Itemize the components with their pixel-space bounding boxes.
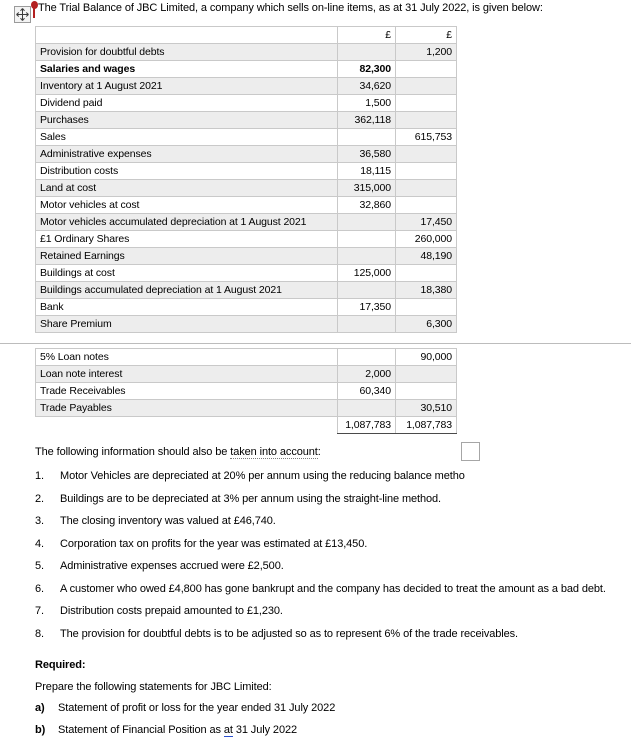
trial-balance-body-part2: [36, 349, 457, 417]
table-row: [36, 78, 457, 95]
row-label: Land at cost: [36, 180, 338, 197]
note-item: [35, 628, 625, 641]
notes-list: [35, 470, 625, 650]
row-label: Trade Receivables: [36, 383, 338, 400]
row-debit: [338, 44, 396, 61]
row-label: Bank: [36, 299, 338, 316]
empty-checkbox[interactable]: [461, 442, 480, 461]
notes-lead-prefix: The following information should also be: [35, 446, 231, 458]
row-label: Distribution costs: [36, 163, 338, 180]
row-debit: [338, 400, 396, 417]
table-row: [36, 163, 457, 180]
table-move-handle-icon[interactable]: [14, 6, 31, 23]
row-debit: 82,300: [338, 61, 396, 78]
row-debit: [338, 129, 396, 146]
required-item-a-label: a): [35, 702, 45, 714]
row-credit: [396, 366, 457, 383]
note-item: [35, 560, 625, 573]
row-credit: [396, 61, 457, 78]
row-label: Provision for doubtful debts: [36, 44, 338, 61]
row-credit: [396, 180, 457, 197]
table-row: [36, 316, 457, 333]
required-items: [35, 702, 595, 746]
table-row: [36, 248, 457, 265]
note-number: 7.: [35, 605, 44, 617]
row-credit: [396, 112, 457, 129]
required-item-b-suffix: 31 July 2022: [232, 724, 297, 736]
row-debit: [338, 248, 396, 265]
table-row: [36, 400, 457, 417]
note-text: The provision for doubtful debts is to be adjusted so as to represent 6% of the trade receivables.: [60, 627, 518, 640]
note-number: 3.: [35, 515, 44, 527]
required-item-a-text: Statement of profit or loss for the year ended 31 July 2022: [58, 702, 336, 714]
header-cell-debit: £: [338, 27, 396, 44]
row-label: Loan note interest: [36, 366, 338, 383]
table-row: [36, 95, 457, 112]
table-row: [36, 383, 457, 400]
required-item-a: [35, 702, 595, 715]
row-credit: 6,300: [396, 316, 457, 333]
row-debit: 1,500: [338, 95, 396, 112]
table-row: [36, 299, 457, 316]
note-text: A customer who owed £4,800 has gone bankrupt and the company has decided to treat the amount as a bad debt.: [60, 582, 606, 595]
note-item: [35, 538, 625, 551]
table-row: [36, 44, 457, 61]
row-credit: 90,000: [396, 349, 457, 366]
table-row: [36, 61, 457, 78]
row-label: Motor vehicles at cost: [36, 197, 338, 214]
row-label: £1 Ordinary Shares: [36, 231, 338, 248]
table-row: [36, 349, 457, 366]
note-number: 2.: [35, 492, 44, 505]
row-debit: [338, 282, 396, 299]
row-credit: 48,190: [396, 248, 457, 265]
note-text: Motor Vehicles are depreciated at 20% per annum using the reducing balance metho: [60, 470, 465, 482]
row-credit: [396, 265, 457, 282]
required-heading: Required:: [35, 659, 86, 671]
row-debit: [338, 231, 396, 248]
row-credit: [396, 163, 457, 180]
required-item-b-label: b): [35, 724, 46, 736]
total-cell-label: [36, 417, 338, 434]
note-item: [35, 515, 625, 528]
table-header-row: [36, 27, 457, 44]
table-row: [36, 366, 457, 383]
row-label: Salaries and wages: [36, 61, 338, 78]
page-break-rule: [0, 343, 631, 344]
row-credit: 30,510: [396, 400, 457, 417]
row-label: Administrative expenses: [36, 146, 338, 163]
table-row: [36, 197, 457, 214]
required-lead: Prepare the following statements for JBC Limited:: [35, 681, 272, 693]
notes-lead-emphasis: taken into account: [230, 446, 318, 458]
row-label: 5% Loan notes: [36, 349, 338, 366]
row-debit: 32,860: [338, 197, 396, 214]
trial-balance-head-and-rows: [36, 27, 457, 44]
row-debit: 34,620: [338, 78, 396, 95]
total-cell-credit: 1,087,783: [396, 417, 457, 434]
note-item: [35, 605, 625, 618]
note-text: The closing inventory was valued at £46,740.: [60, 515, 276, 527]
notes-lead-paragraph: [35, 446, 321, 458]
trial-balance-table-part1: [35, 26, 456, 333]
row-debit: 36,580: [338, 146, 396, 163]
table-row: [36, 112, 457, 129]
row-credit: 17,450: [396, 214, 457, 231]
note-number: 6.: [35, 582, 44, 595]
table-row: [36, 282, 457, 299]
row-credit: 260,000: [396, 231, 457, 248]
row-debit: 17,350: [338, 299, 396, 316]
row-credit: [396, 146, 457, 163]
row-credit: 1,200: [396, 44, 457, 61]
note-number: 8.: [35, 627, 44, 640]
table-row: [36, 180, 457, 197]
row-debit: 362,118: [338, 112, 396, 129]
row-label: Dividend paid: [36, 95, 338, 112]
row-debit: 18,115: [338, 163, 396, 180]
trial-balance-total: [36, 417, 457, 434]
table-row: [36, 265, 457, 282]
row-credit: 18,380: [396, 282, 457, 299]
note-item: [35, 493, 625, 506]
note-text: Corporation tax on profits for the year was estimated at £13,450.: [60, 537, 368, 550]
row-debit: [338, 214, 396, 231]
row-debit: 315,000: [338, 180, 396, 197]
header-cell-label: [36, 27, 338, 44]
row-label: Sales: [36, 129, 338, 146]
row-label: Inventory at 1 August 2021: [36, 78, 338, 95]
row-label: Buildings at cost: [36, 265, 338, 282]
note-item: [35, 470, 625, 483]
row-label: Purchases: [36, 112, 338, 129]
note-item: [35, 583, 625, 596]
table-row: [36, 231, 457, 248]
table-row: [36, 214, 457, 231]
row-credit: [396, 78, 457, 95]
note-number: 4.: [35, 537, 44, 550]
note-number: 5.: [35, 560, 44, 572]
row-label: Share Premium: [36, 316, 338, 333]
table-row: [36, 146, 457, 163]
row-debit: 60,340: [338, 383, 396, 400]
row-label: Retained Earnings: [36, 248, 338, 265]
intro-paragraph: The Trial Balance of JBC Limited, a company which sells on-line items, as at 31 July 2022, is given below:: [38, 2, 543, 14]
row-debit: 125,000: [338, 265, 396, 282]
row-label: Trade Payables: [36, 400, 338, 417]
table-row-total: [36, 417, 457, 434]
row-debit: 2,000: [338, 366, 396, 383]
row-debit: [338, 316, 396, 333]
header-cell-credit: £: [396, 27, 457, 44]
trial-balance-table-part2: [35, 348, 456, 434]
note-text: Distribution costs prepaid amounted to £1,230.: [60, 605, 283, 617]
row-credit: [396, 197, 457, 214]
row-credit: [396, 95, 457, 112]
row-credit: [396, 383, 457, 400]
row-credit: [396, 299, 457, 316]
required-item-b-emphasis: at: [223, 724, 233, 736]
row-label: Buildings accumulated depreciation at 1 August 2021: [36, 282, 338, 299]
required-item-b-prefix: Statement of Financial Position as: [58, 724, 224, 736]
row-debit: [338, 349, 396, 366]
row-credit: 615,753: [396, 129, 457, 146]
note-text: Administrative expenses accrued were £2,500.: [60, 560, 284, 572]
notes-lead-suffix: :: [317, 446, 321, 458]
total-cell-debit: 1,087,783: [338, 417, 396, 434]
comment-marker-icon: [31, 1, 38, 18]
table-row: [36, 129, 457, 146]
note-number: 1.: [35, 470, 44, 482]
required-item-b: [35, 724, 595, 737]
trial-balance-body-part1: [36, 44, 457, 333]
row-label: Motor vehicles accumulated depreciation at 1 August 2021: [36, 214, 338, 231]
note-text: Buildings are to be depreciated at 3% per annum using the straight-line method.: [60, 492, 442, 505]
